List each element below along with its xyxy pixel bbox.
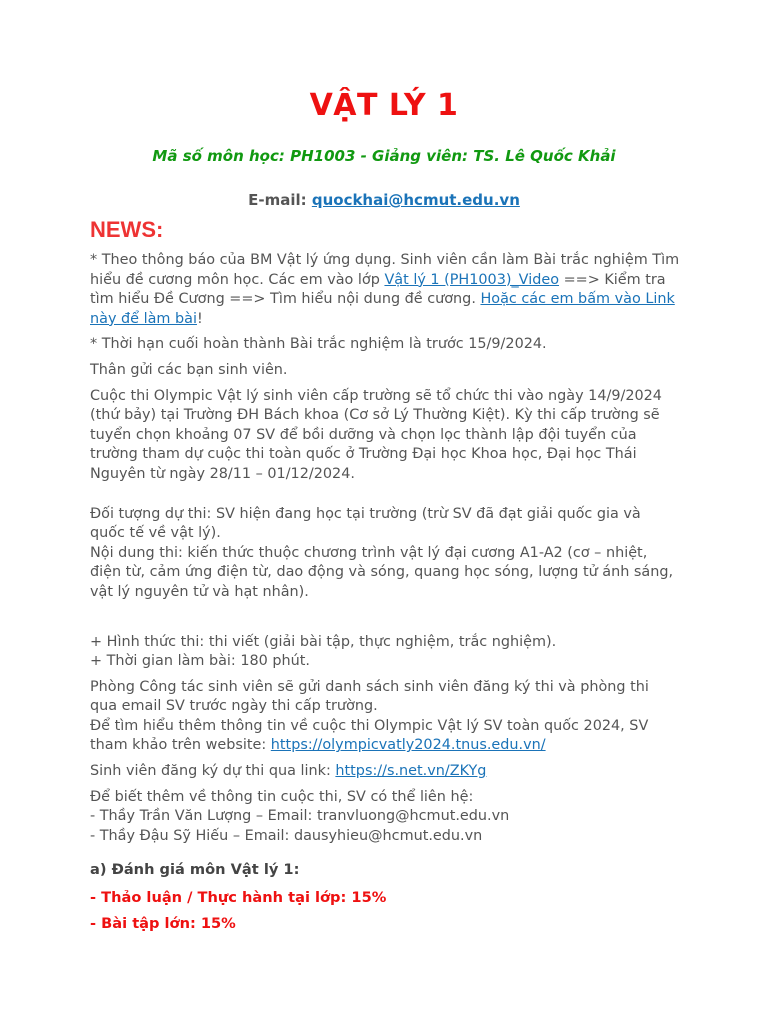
text-span: * Theo thông báo của BM Vật lý ứng dụng. Sinh viên cần làm Bài trắc nghiệm Tìm hiểu đề cương môn học. Các em vào lớp: [90, 252, 680, 288]
paragraph-registration: [90, 678, 680, 756]
text-span: + Thời gian làm bài: 180 phút.: [90, 653, 310, 670]
quiz-link[interactable]: Hoặc các em bấm vào Link này để làm bài: [90, 291, 675, 327]
paragraph-register-link: [90, 762, 680, 782]
course-subtitle: Mã số môn học: PH1003 - Giảng viên: TS. Lê Quốc Khải: [152, 147, 616, 165]
contact-item: - Thầy Trần Văn Lượng – Email: tranvluong@hcmut.edu.vn: [90, 808, 510, 825]
paragraph-quiz: [90, 251, 680, 329]
register-link[interactable]: https://s.net.vn/ZKYg: [335, 763, 487, 780]
email-label: E-mail:: [248, 191, 312, 209]
section-heading-assessment: a) Đánh giá môn Vật lý 1:: [90, 861, 300, 879]
text-span: Đối tượng dự thi: SV hiện đang học tại trường (trừ SV đã đạt giải quốc gia và quốc tế về vật lý).: [90, 505, 641, 542]
paragraph-olympic: Cuộc thi Olympic Vật lý sinh viên cấp trường sẽ tổ chức thi vào ngày 14/9/2024 (thứ bảy) tại Trường ĐH Bách khoa (Cơ sở Lý Thường Kiệt). Kỳ thi cấp trường sẽ tuyển chọn khoảng 07 SV để bồi dưỡng và chọn lọc thành lập đội tuyển của trường tham dự cuộc thi toàn quốc ở Trường Đại học Khoa học, Đại học Thái Nguyên từ ngày 28/11 – 01/12/2024.: [90, 387, 662, 482]
olympic-website-link[interactable]: https://olympicvatly2024.tnus.edu.vn/: [270, 737, 546, 754]
class-video-link[interactable]: Vật lý 1 (PH1003)_Video: [384, 271, 560, 288]
text-span: Sinh viên đăng ký dự thi qua link:: [90, 763, 336, 780]
contact-item: - Thầy Đậu Sỹ Hiếu – Email: dausyhieu@hcmut.edu.vn: [90, 827, 483, 844]
text-span: Phòng Công tác sinh viên sẽ gửi danh sách sinh viên đăng ký thi và phòng thi qua email SV trước ngày thi cấp trường.: [90, 678, 649, 715]
paragraph-eligibility: [90, 505, 680, 603]
grade-item: - Bài tập lớn: 15%: [90, 914, 236, 932]
text-span: Nội dung thi: kiến thức thuộc chương trình vật lý đại cương A1-A2 (cơ – nhiệt, điện từ, cảm ứng điện từ, dao động và sóng, quang học sóng, lượng tử ánh sáng, vật lý nguyên tử và hạt nhân).: [90, 544, 674, 600]
text-span: ==> Kiểm tra tìm hiểu Đề Cương ==> Tìm hiểu nội dung đề cương.: [90, 271, 666, 308]
text-span: !: [196, 310, 203, 327]
paragraph-format: [90, 633, 680, 672]
grade-item: - Thảo luận / Thực hành tại lớp: 15%: [90, 889, 387, 907]
news-heading: NEWS:: [90, 217, 164, 242]
paragraph-greeting: Thân gửi các bạn sinh viên.: [90, 361, 288, 378]
text-span: Để tìm hiểu thêm thông tin về cuộc thi Olympic Vật lý SV toàn quốc 2024, SV tham khảo trên website:: [90, 717, 649, 754]
paragraph-deadline: * Thời hạn cuối hoàn thành Bài trắc nghiệm là trước 15/9/2024.: [90, 336, 547, 353]
news-body: [90, 251, 680, 939]
text-span: Để biết thêm về thông tin cuộc thi, SV có thể liên hệ:: [90, 788, 474, 805]
text-span: + Hình thức thi: thi viết (giải bài tập, thực nghiệm, trắc nghiệm).: [90, 633, 557, 650]
email-line: [0, 191, 768, 209]
page-title: VẬT LÝ 1: [309, 88, 459, 123]
paragraph-contacts: [90, 788, 680, 847]
email-link[interactable]: quockhai@hcmut.edu.vn: [311, 191, 520, 209]
